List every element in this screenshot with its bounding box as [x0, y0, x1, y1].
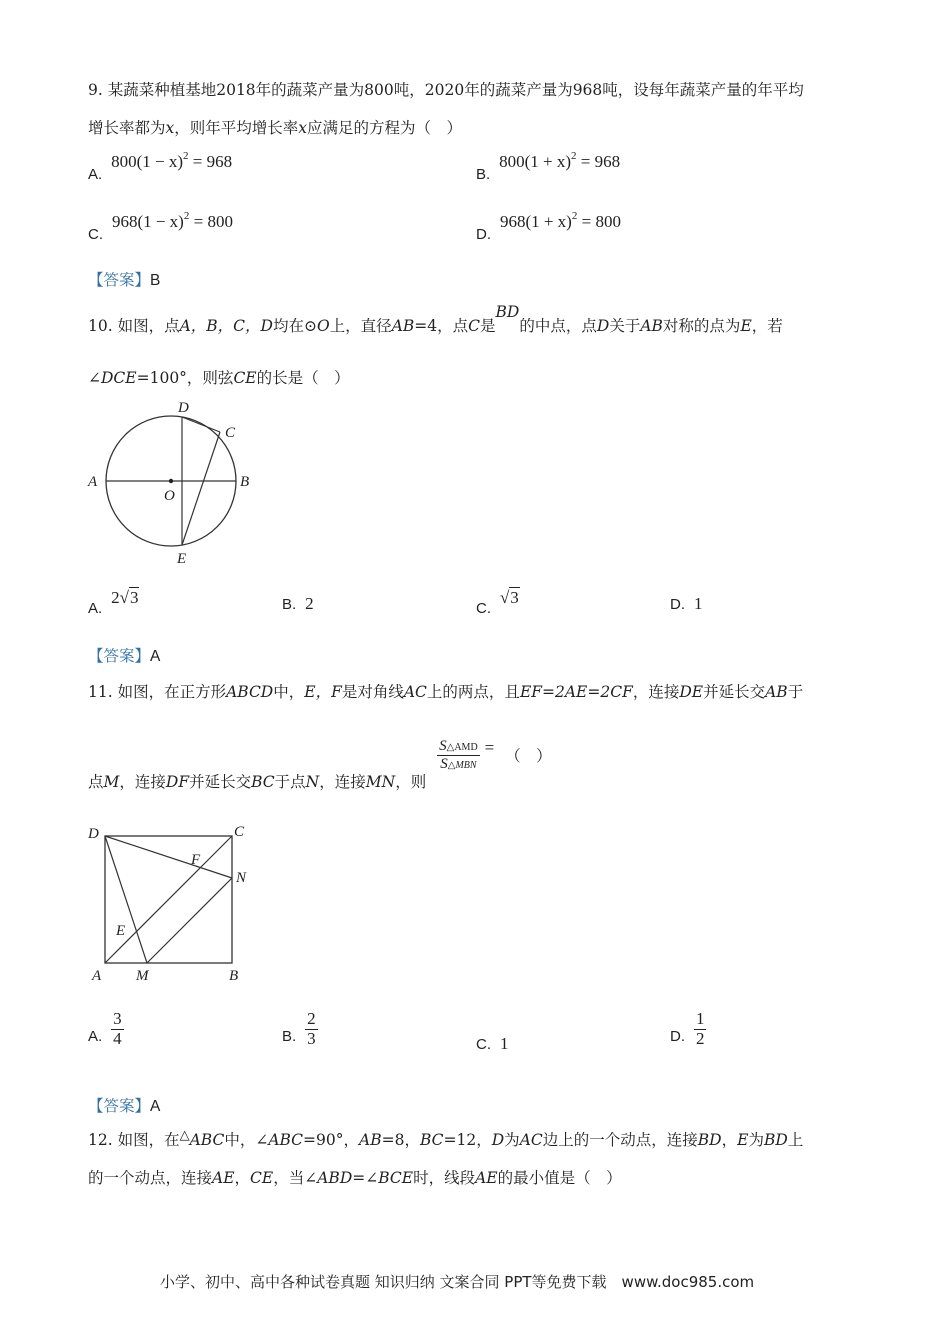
- label-m: M: [136, 968, 149, 984]
- footer-text: 小学、初中、高中各种试卷真题 知识归纳 文案合同 PPT等免费下载 www.doc985.com: [160, 1273, 755, 1291]
- segment-dn: [105, 836, 232, 878]
- q10-answer: 【答案】A: [88, 648, 161, 665]
- q11-option-b: B. $\frac{2}{3}$: [282, 1009, 316, 1048]
- label-c: C: [225, 425, 236, 441]
- label-e: E: [116, 923, 126, 939]
- arc-bd: BD: [495, 303, 520, 321]
- q11-answer: 【答案】A: [88, 1098, 161, 1115]
- q11-option-c: C. 1: [476, 1034, 509, 1053]
- q9-line2: 增长率都为x，则年平均增长率x应满足的方程为（ ）: [88, 119, 463, 137]
- q11-option-a: A. $\frac{3}{4}$: [88, 1009, 122, 1048]
- center-point: [169, 479, 173, 483]
- q10-circle-figure: [80, 392, 270, 572]
- label-d: D: [88, 826, 99, 842]
- q11-line2: 点M，连接DF并延长交BC于点N，连接MN，则 $\frac{\text{S△AMD}}{\text{S△MBN}}$ = （ ）: [88, 738, 552, 791]
- chord-dc: [182, 417, 220, 432]
- q10-option-b: B. 2: [282, 594, 314, 613]
- label-c: C: [234, 824, 245, 840]
- label-a: A: [88, 474, 98, 490]
- label-b: B: [229, 968, 239, 984]
- q12-line1: 12. 如图，在△ABC中，∠ABC=90°，AB=8，BC=12，D为AC边上的一个动点，连接BD，E为BD上: [88, 1128, 804, 1149]
- q12-line2: 的一个动点，连接AE，CE，当∠ABD=∠BCE时，线段AE的最小值是（ ）: [88, 1169, 622, 1187]
- label-n: N: [236, 870, 247, 886]
- label-a: A: [92, 968, 102, 984]
- diagonal-ac: [105, 836, 232, 963]
- chord-ce: [182, 432, 220, 545]
- q9-option-d: D. $968(1 + x)^2 = 800$: [476, 210, 621, 243]
- q9-option-a: A. $800(1 - x)^2 = 968$: [88, 150, 233, 183]
- label-d: D: [178, 400, 189, 416]
- q11-option-d: D. $\frac{1}{2}$: [670, 1009, 705, 1048]
- q10-option-c: C. √3: [476, 588, 519, 617]
- label-e: E: [177, 551, 187, 567]
- q10-option-d: D. 1: [670, 594, 703, 613]
- q10-line2: ∠DCE=100°，则弦CE的长是（ ）: [88, 369, 350, 387]
- area-ratio-fraction: $\frac{\text{S△AMD}}{\text{S△MBN}}$: [439, 738, 478, 772]
- q9-option-c: C. $968(1 - x)^2 = 800$: [88, 210, 233, 243]
- q11-square-figure: [84, 818, 264, 988]
- q11-line1: 11. 如图，在正方形ABCD中，E，F是对角线AC上的两点，且EF=2AE=2CF，连接DE并延长交AB于: [88, 683, 804, 701]
- label-o: O: [164, 488, 175, 504]
- q10-line1: 10. 如图，点A，B，C，D均在⊙O上，直径AB=4，点C是BD的中点，点D关于AB对称的点为E，若: [88, 303, 783, 335]
- label-b: B: [240, 474, 250, 490]
- q9-line1: 9. 某蔬菜种植基地2018年的蔬菜产量为800吨，2020年的蔬菜产量为968吨，设每年蔬菜产量的年平均: [88, 81, 804, 99]
- q9-option-b: B. $800(1 + x)^2 = 968$: [476, 150, 621, 183]
- segment-dm: [105, 836, 147, 963]
- segment-mn: [147, 878, 232, 963]
- q10-option-a: A. 2√3: [88, 588, 139, 617]
- label-f: F: [191, 852, 201, 868]
- q9-answer: 【答案】B: [88, 272, 161, 289]
